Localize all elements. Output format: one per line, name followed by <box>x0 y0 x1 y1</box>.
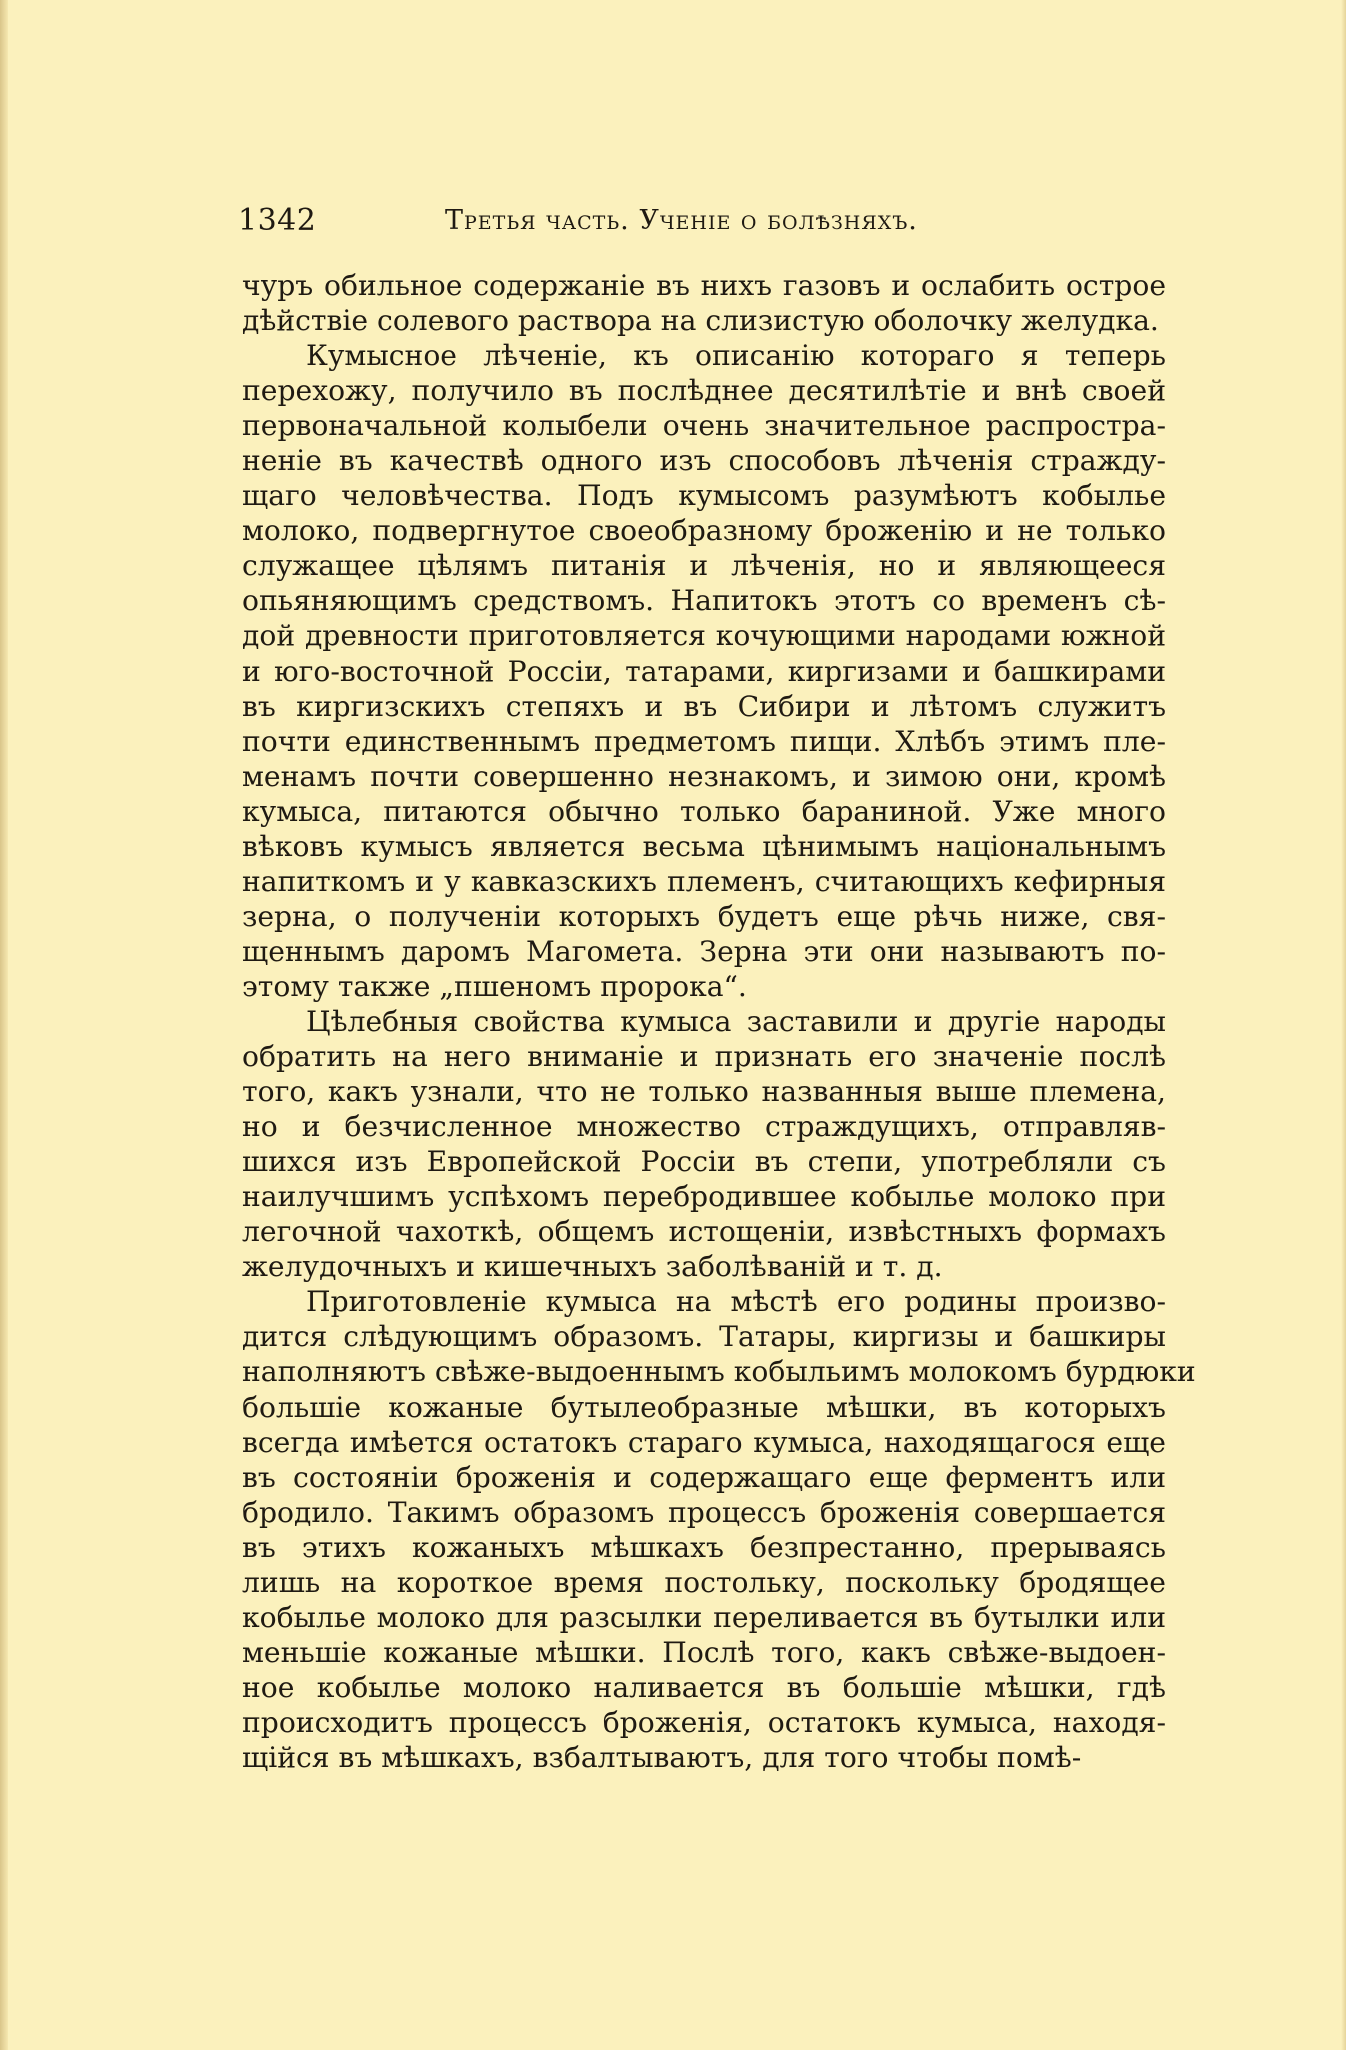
text-line: первоначальной колыбели очень значительное распростра- <box>242 409 1166 443</box>
text-line: Приготовленіе кумыса на мѣстѣ его родины произво- <box>306 1285 1166 1319</box>
text-line: того, какъ узнали, что не только названныя выше племена, <box>242 1075 1166 1109</box>
text-line: перехожу, получило въ послѣднее десятилѣтіе и внѣ своей <box>242 374 1166 408</box>
page-number: 1342 <box>238 203 317 238</box>
text-line: Кумысное лѣченіе, къ описанію котораго я теперь <box>306 339 1166 373</box>
text-line: служащее цѣлямъ питанія и лѣченія, но и являющееся <box>242 549 1166 583</box>
text-line: этому также „пшеномъ пророка“. <box>242 969 747 1003</box>
text-line: легочной чахоткѣ, общемъ истощеніи, извѣстныхъ формахъ <box>242 1215 1166 1249</box>
page-header <box>238 203 1138 253</box>
text-line: но и безчисленное множество страждущихъ, отправляв- <box>242 1110 1166 1144</box>
text-line: неніе въ качествѣ одного изъ способовъ лѣченія стражду- <box>242 444 1166 478</box>
text-line: наполняютъ свѣже-выдоеннымъ кобыльимъ молокомъ бурдюки <box>242 1355 1196 1389</box>
text-line: кумыса, питаются обычно только бараниной. Уже много <box>242 794 1166 828</box>
text-line: бродило. Такимъ образомъ процессъ броженія совершается <box>242 1495 1166 1529</box>
paragraph <box>242 338 1166 1004</box>
text-line: опьяняющимъ средствомъ. Напитокъ этотъ со временъ сѣ- <box>242 584 1166 618</box>
text-line: происходитъ процессъ броженія, остатокъ кумыса, находя- <box>242 1705 1166 1739</box>
text-line: Цѣлебныя свойства кумыса заставили и другіе народы <box>306 1004 1166 1038</box>
text-line: щаго человѣчества. Подъ кумысомъ разумѣютъ кобылье <box>242 479 1166 513</box>
text-line: меньшіе кожаные мѣшки. Послѣ того, какъ свѣже-выдоен- <box>242 1635 1166 1669</box>
text-line: лишь на короткое время постольку, поскольку бродящее <box>242 1565 1166 1599</box>
text-line: дой древности приготовляется кочующими народами южной <box>242 619 1166 653</box>
text-line: въ состояніи броженія и содержащаго еще ферментъ или <box>242 1460 1166 1494</box>
text-line: дѣйствіе солевого раствора на слизистую оболочку желудка. <box>242 304 1159 338</box>
text-line: вѣковъ кумысъ является весьма цѣнимымъ національнымъ <box>242 829 1166 863</box>
paragraph <box>242 1284 1196 1775</box>
text-line: щеннымъ даромъ Магомета. Зерна эти они называютъ по- <box>242 934 1166 968</box>
text-line: желудочныхъ и кишечныхъ заболѣваній и т. д. <box>242 1250 943 1284</box>
text-line: всегда имѣется остатокъ стараго кумыса, находящагося еще <box>242 1425 1166 1459</box>
text-line: обратить на него вниманіе и признать его значеніе послѣ <box>242 1040 1166 1074</box>
page-binding-edge <box>0 0 8 2050</box>
text-line: большіе кожаные бутылеобразные мѣшки, въ которыхъ <box>242 1390 1166 1424</box>
text-line: ное кобылье молоко наливается въ большіе мѣшки, гдѣ <box>242 1670 1166 1704</box>
text-line: чуръ обильное содержаніе въ нихъ газовъ и ослабить острое <box>242 269 1166 302</box>
text-line: почти единственнымъ предметомъ пищи. Хлѣбъ этимъ пле- <box>242 724 1166 758</box>
text-line: менамъ почти совершенно незнакомъ, и зимою они, кромѣ <box>242 759 1166 793</box>
text-line: шихся изъ Европейской Россіи въ степи, употребляли съ <box>242 1145 1166 1179</box>
text-line: наилучшимъ успѣхомъ перебродившее кобылье молоко при <box>242 1180 1166 1214</box>
text-line: молоко, подвергнутое своеобразному броженію и не только <box>242 514 1166 548</box>
text-line: зерна, о полученіи которыхъ будетъ еще рѣчь ниже, свя- <box>242 899 1166 933</box>
text-line: щійся въ мѣшкахъ, взбалтываютъ, для того чтобы помѣ- <box>242 1740 1082 1774</box>
text-line: въ этихъ кожаныхъ мѣшкахъ безпрестанно, прерываясь <box>242 1530 1166 1564</box>
text-line: дится слѣдующимъ образомъ. Татары, киргизы и башкиры <box>242 1320 1166 1354</box>
text-line: въ киргизскихъ степяхъ и въ Сибири и лѣтомъ служитъ <box>242 689 1166 723</box>
text-line: и юго-восточной Россіи, татарами, киргизами и башкирами <box>242 654 1166 688</box>
page-right-edge <box>1341 0 1346 2050</box>
paragraph <box>242 1004 1166 1284</box>
running-head: Третья часть. Ученіе о болѣзняхъ. <box>445 205 918 236</box>
body-text <box>242 268 1196 1775</box>
text-line: кобылье молоко для разсылки переливается въ бутылки или <box>242 1600 1166 1634</box>
paragraph <box>242 268 1166 338</box>
text-line: напиткомъ и у кавказскихъ племенъ, считающихъ кефирныя <box>242 864 1166 898</box>
